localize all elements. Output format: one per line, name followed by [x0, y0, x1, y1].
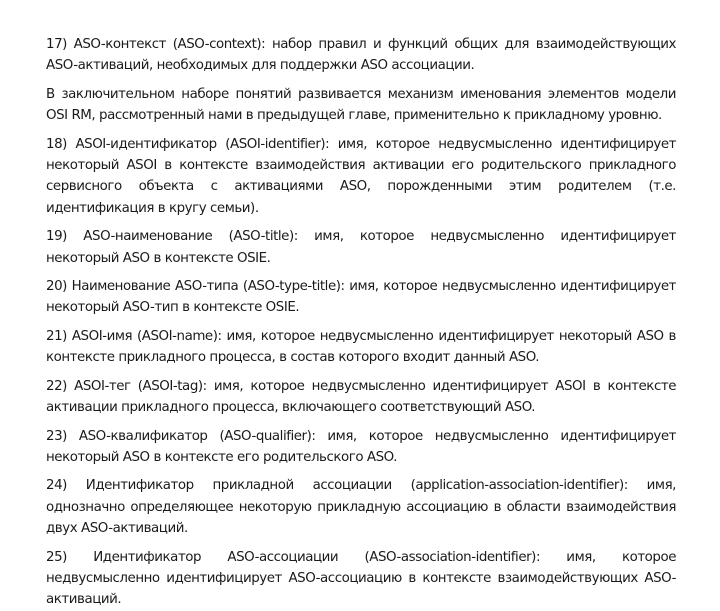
- paragraph-20-aso-type-title: 20) Наименование ASO-типа (ASO-type-title): имя, которое недвусмысленно идентифицирует некоторый ASO-тип в контексте OSIE.: [46, 279, 676, 316]
- paragraph-17-aso-context: 17) ASO-контекст (ASO-context): набор правил и функций общих для взаимодействующих ASO-активаций, необходимых для поддержки ASO ассоциации.: [46, 37, 676, 74]
- paragraph-19-aso-title: 19) ASO-наименование (ASO-title): имя, которое недвусмысленно идентифицирует некоторый ASO в контексте OSIE.: [46, 229, 676, 266]
- paragraph-naming-intro: В заключительном наборе понятий развивается механизм именования элементов модели OSI RM, рассмотренный нами в предыдущей главе, применительно к прикладному уровню.: [46, 86, 676, 124]
- paragraph-18-asoi-identifier: 18) ASOI-идентификатор (ASOI-identifier): имя, которое недвусмысленно идентифицирует некоторый ASOI в контексте взаимодействия активации его родительского прикладного сервисного объекта с активациями ASO, порожденными этим родителем (т.е. идентификация в кругу семьи).: [46, 136, 676, 216]
- paragraph-23-aso-qualifier: 23) ASO-квалификатор (ASO-qualifier): имя, которое недвусмысленно идентифицирует некоторый ASO в контексте его родительского ASO.: [46, 428, 676, 465]
- paragraph-22-asoi-tag: 22) ASOI-тег (ASOI-tag): имя, которое недвусмысленно идентифицирует ASOI в контексте активации прикладного процесса, включающего соответствующий ASO.: [46, 378, 676, 416]
- paragraph-25-aso-association-identifier: 25) Идентификатор ASO-ассоциации (ASO-association-identifier): имя, которое недвусмысленно идентифицирует ASO-ассоциацию в контексте взаимодействующих ASO-активаций.: [46, 549, 676, 608]
- paragraph-21-asoi-name: 21) ASOI-имя (ASOI-name): имя, которое недвусмысленно идентифицирует некоторый ASO в контексте прикладного процесса, в состав которого входит данный ASO.: [46, 328, 676, 366]
- paragraph-24-application-association-identifier: 24) Идентификатор прикладной ассоциации (application-association-identifier): имя, однозначно определяющее некоторую прикладную ассоциацию в области взаимодействия двух ASO-активаций.: [46, 478, 676, 537]
